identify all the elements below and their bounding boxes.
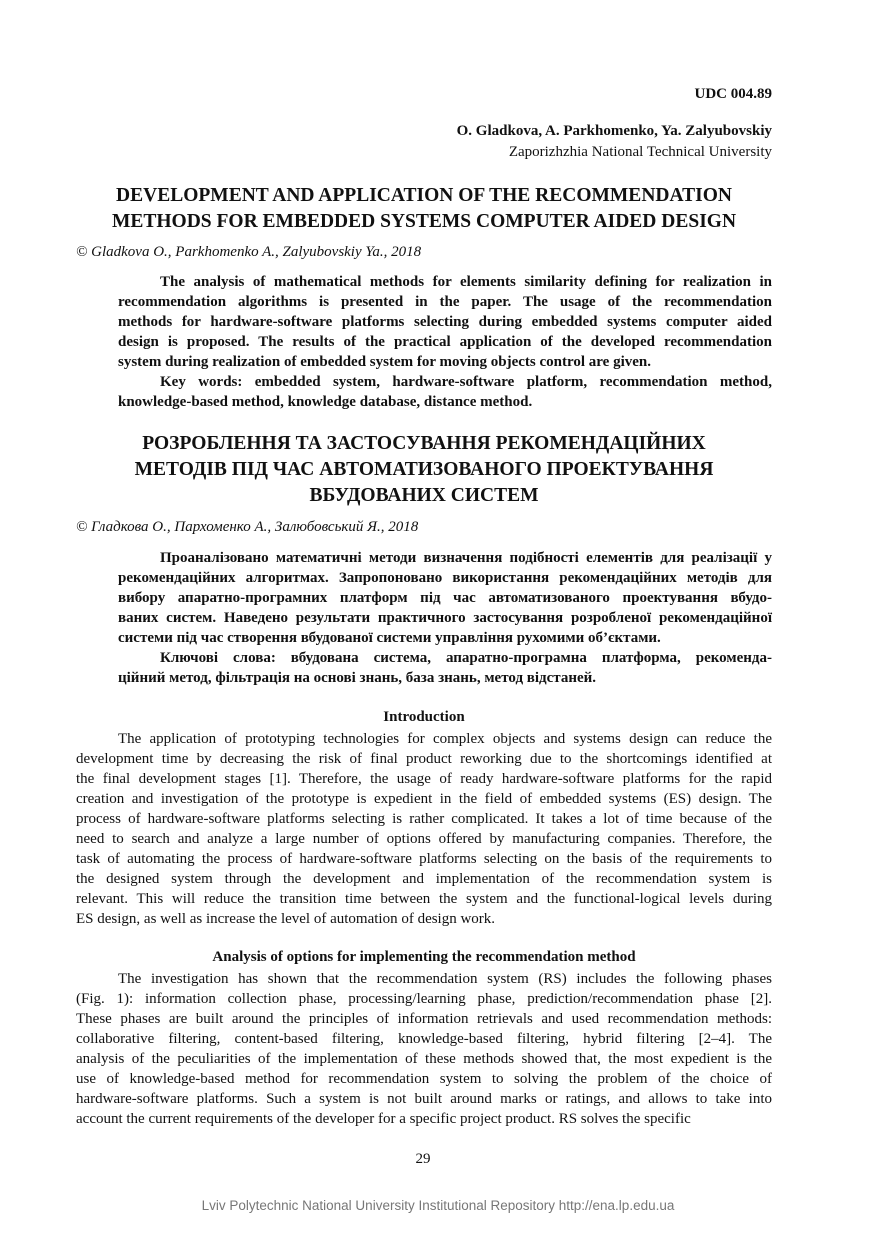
text-line: Ключові слова: вбудована система, апаратно-програмна платформа, рекоменда-	[160, 650, 772, 666]
section-heading-analysis: Analysis of options for implementing the recommendation method	[212, 949, 636, 965]
title-ua	[76, 431, 772, 509]
text-line: The analysis of mathematical methods for elements similarity defining for realization in	[160, 274, 772, 290]
analysis-paragraph	[76, 969, 772, 1129]
text-line: системи під час створення вбудованої системи управління рухомими об’єктами.	[118, 630, 661, 646]
text-line: development time by decreasing the risk of final product reworking due to the shortcomings identified at	[76, 751, 772, 767]
text-line: the final development stages [1]. Therefore, the usage of ready hardware-software platforms for the rapid	[76, 771, 772, 787]
text-line: need to search and analyze a large number of options offered by manufacturing companies. Therefore, the	[76, 831, 772, 847]
abstract-ua	[118, 548, 772, 688]
text-line: task of automating the process of hardware-software platforms selecting on the basis of the requirements to	[76, 851, 772, 867]
text-line: These phases are built around the principles of information retrievals and used recommendation methods:	[76, 1011, 772, 1027]
text-line: Key words: embedded system, hardware-software platform, recommendation method,	[160, 374, 772, 390]
repository-footer: Lviv Polytechnic National University Institutional Repository http://ena.lp.edu.ua	[201, 1198, 675, 1213]
text-line: The application of prototyping technologies for complex objects and systems design can reduce the	[118, 731, 772, 747]
text-line: Проаналізовано математичні методи визначення подібності елементів для реалізації у	[160, 550, 772, 566]
authors: O. Gladkova, A. Parkhomenko, Ya. Zalyubovskiy	[456, 123, 772, 139]
title-line: РОЗРОБЛЕННЯ ТА ЗАСТОСУВАННЯ РЕКОМЕНДАЦІЙНИХ	[142, 433, 706, 454]
text-line: analysis of the peculiarities of the implementation of these methods showed that, the most expedient is the	[76, 1051, 772, 1067]
copyright-en: © Gladkova O., Parkhomenko A., Zalyubovskiy Ya., 2018	[76, 244, 422, 260]
text-line: account the current requirements of the developer for a specific project product. RS solves the specific	[76, 1111, 691, 1127]
text-line: recommendation algorithms is presented in the paper. The usage of the recommendation	[118, 294, 772, 310]
title-line: METHODS FOR EMBEDDED SYSTEMS COMPUTER AIDED DESIGN	[111, 211, 737, 232]
text-line: relevant. This will reduce the transition time between the system and the functional-logical levels during	[76, 891, 772, 907]
text-line: knowledge-based method, knowledge database, distance method.	[118, 394, 533, 410]
udc-code: UDC 004.89	[694, 86, 772, 102]
title-line: ВБУДОВАНИХ СИСТЕМ	[309, 485, 539, 506]
text-line: (Fig. 1): information collection phase, processing/learning phase, prediction/recommendation phase [2].	[76, 991, 772, 1007]
title-line: DEVELOPMENT AND APPLICATION OF THE RECOMMENDATION	[116, 185, 732, 206]
text-line: methods for hardware-software platforms selecting during embedded systems computer aided	[118, 314, 772, 330]
text-line: the designed system through the development and implementation of the recommendation system is	[76, 871, 772, 887]
text-line: process of hardware-software platforms selecting is rather complicated. It takes a lot of time because of the	[76, 811, 772, 827]
title-line: МЕТОДІВ ПІД ЧАС АВТОМАТИЗОВАНОГО ПРОЕКТУВАННЯ	[134, 459, 714, 480]
text-line: рекомендаційних алгоритмах. Запропоновано використання рекомендаційних методів для	[118, 570, 772, 586]
copyright-ua: © Гладкова О., Пархоменко А., Залюбовський Я., 2018	[76, 519, 419, 535]
text-line: ваних систем. Наведено результати практичного застосування розробленої рекомендаційної	[118, 610, 772, 626]
text-line: creation and investigation of the prototype is expedient in the field of embedded systems (ES) design. The	[76, 791, 772, 807]
text-line: The investigation has shown that the recommendation system (RS) includes the following phases	[118, 971, 772, 987]
text-line: hardware-software platforms. Such a system is not built around marks or ratings, and allows to take into	[76, 1091, 772, 1107]
text-line: system during realization of embedded system for moving objects control are given.	[118, 354, 652, 370]
text-line: ційний метод, фільтрація на основі знань, база знань, метод відстаней.	[118, 670, 597, 686]
text-line: use of knowledge-based method for recommendation system to solving the problem of the choice of	[76, 1071, 772, 1087]
text-line: ES design, as well as increase the level of automation of design work.	[76, 911, 496, 927]
section-heading-introduction: Introduction	[383, 709, 465, 725]
text-line: collaborative filtering, content-based filtering, knowledge-based filtering, hybrid filtering [2–4]. The	[76, 1031, 772, 1047]
title-en	[76, 183, 772, 235]
text-line: design is proposed. The results of the practical application of the developed recommendation	[118, 334, 772, 350]
page-number: 29	[415, 1151, 431, 1167]
text-line: вибору апаратно-програмних платформ під час автоматизованого проектування вбудо-	[118, 590, 772, 606]
affiliation: Zaporizhzhia National Technical University	[508, 144, 772, 160]
introduction-paragraph	[76, 729, 772, 929]
abstract-en	[118, 272, 772, 412]
